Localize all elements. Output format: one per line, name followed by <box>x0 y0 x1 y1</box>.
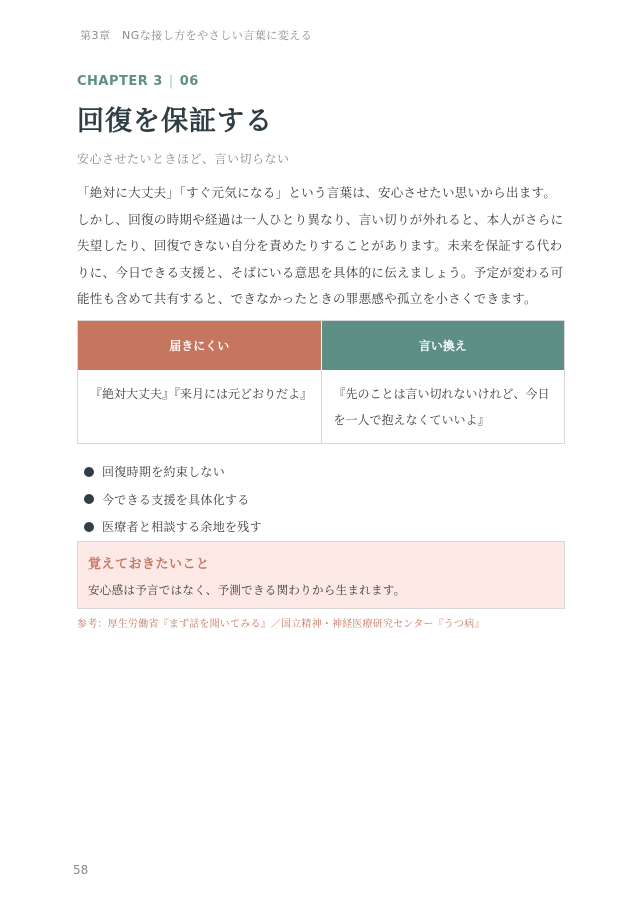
memo-box <box>77 541 565 609</box>
bullet-list <box>84 458 262 541</box>
list-item <box>84 458 262 486</box>
body-text <box>77 180 567 313</box>
bullet-icon <box>84 522 94 532</box>
page-title: 回復を保証する <box>77 106 273 137</box>
body-line: 能性も含めて共有すると、できなかったときの罪悪感や孤立を小さくできます。 <box>77 291 537 306</box>
page-number: 58 <box>73 863 89 877</box>
memo-title: 覚えておきたいこと <box>88 557 210 572</box>
header-rephrase: 言い換え <box>321 321 565 370</box>
bullet-icon <box>84 494 94 504</box>
section-number: 06 <box>179 74 199 89</box>
cell-rephrase: 『先のことは言い切れないけれど、今日を一人で抱えなくていいよ』 <box>321 370 565 443</box>
page-subtitle: 安心させたいときほど、言い切らない <box>77 152 290 166</box>
table-header-row <box>78 321 564 370</box>
chapter-separator: | <box>168 74 174 89</box>
chapter-name: CHAPTER 3 <box>77 74 163 89</box>
comparison-table <box>77 320 565 444</box>
list-item <box>84 486 262 514</box>
cell-hard-to-reach: 『絶対大丈夫』『来月には元どおりだよ』 <box>90 387 313 401</box>
body-line: しかし、回復の時期や経過は一人ひとり異なり、言い切りが外れると、本人がさらに <box>77 211 564 227</box>
list-item <box>84 513 262 541</box>
body-line: 「絶対に大丈夫」「すぐ元気になる」という言葉は、安心させたい思いから出ます。 <box>77 185 557 200</box>
bullet-text: 今できる支援を具体化する <box>102 492 250 507</box>
bullet-icon <box>84 467 94 477</box>
header-hard-to-reach: 届きにくい <box>78 321 321 370</box>
body-line: りに、今日できる支援と、そばにいる意思を具体的に伝えましょう。予定が変わる可 <box>77 264 564 280</box>
body-line: 失望したり、回復できない自分を責めたりすることがあります。未来を保証する代わ <box>77 238 563 253</box>
bullet-text: 医療者と相談する余地を残す <box>102 520 262 535</box>
chapter-label <box>77 74 199 89</box>
bullet-text: 回復時期を約束しない <box>102 465 226 480</box>
reference-note: 参考：厚生労働省『まず話を聞いてみる』／国立精神・神経医療研究センター『うつ病』 <box>77 619 485 630</box>
running-header: 第3章 NGな接し方をやさしい言葉に変える <box>80 29 313 42</box>
table-row <box>78 370 564 443</box>
memo-text: 安心感は予言ではなく、予測できる関わりから生まれます。 <box>88 583 406 597</box>
